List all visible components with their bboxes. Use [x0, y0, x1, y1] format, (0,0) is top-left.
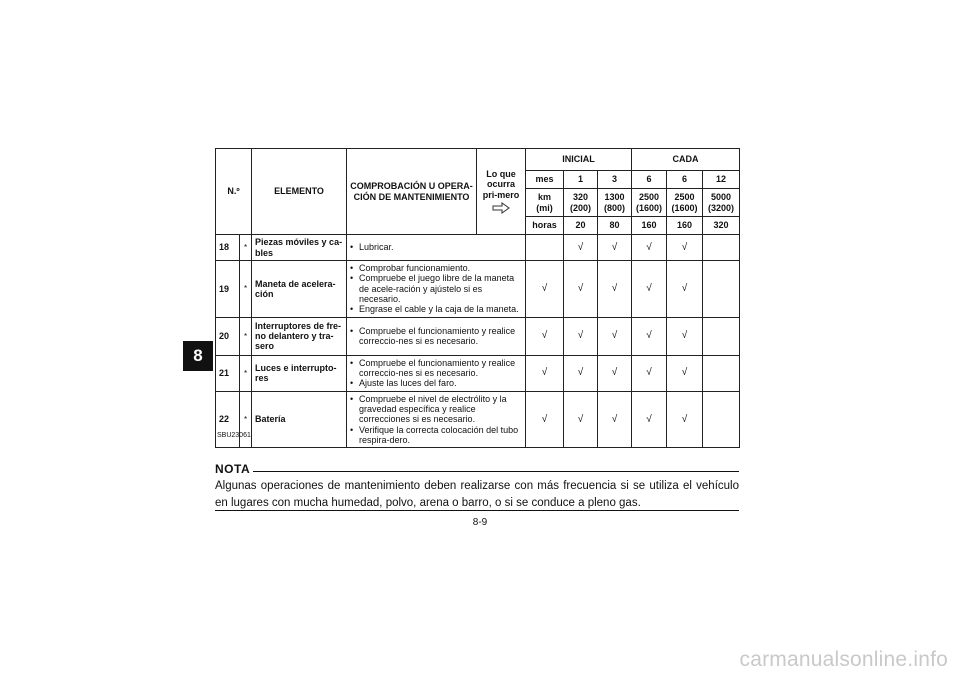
interval-check: √	[564, 355, 598, 391]
row-actions	[347, 391, 526, 448]
row-number: 22	[216, 391, 240, 448]
row-element: Maneta de acelera-ción	[252, 261, 347, 318]
header-initial: INICIAL	[526, 149, 632, 171]
interval-check: √	[526, 317, 564, 355]
row-element: Piezas móviles y ca-bles	[252, 235, 347, 261]
interval-check: √	[632, 261, 667, 318]
row-actions	[347, 317, 526, 355]
nota-label: NOTA	[215, 462, 251, 476]
table-row	[216, 355, 740, 391]
unit-km: km (mi)	[526, 189, 564, 217]
mes-value: 12	[703, 171, 740, 189]
section-tab: 8	[183, 341, 213, 371]
interval-check: √	[667, 261, 703, 318]
horas-value: 160	[632, 217, 667, 235]
row-element: Interruptores de fre-no delantero y tra-sero	[252, 317, 347, 355]
interval-check: √	[526, 391, 564, 448]
dealer-asterisk: *	[240, 355, 252, 391]
interval-check: √	[667, 355, 703, 391]
interval-check: √	[632, 355, 667, 391]
reference-code: SBU23061	[217, 432, 251, 439]
action-item: • Compruebe el funcionamiento y realice correccio-nes si es necesario.	[350, 326, 522, 347]
action-item: • Compruebe el funcionamiento y realice correccio-nes si es necesario.	[350, 358, 522, 379]
page-number: 8-9	[472, 517, 488, 528]
interval-check: √	[667, 317, 703, 355]
interval-check: √	[632, 391, 667, 448]
km-value: 5000 (3200)	[703, 189, 740, 217]
nota-text: Algunas operaciones de mantenimiento deben realizarse con más frecuencia si se utiliza el vehículo en lugares con mucha humedad, polvo, arena o barro, o si se conduce a pleno gas.	[215, 480, 739, 509]
header-first	[477, 149, 526, 235]
row-number: 18	[216, 235, 240, 261]
row-number: 19	[216, 261, 240, 318]
mes-value: 6	[667, 171, 703, 189]
header-num: N.º	[216, 149, 252, 235]
unit-horas: horas	[526, 217, 564, 235]
interval-check: √	[632, 317, 667, 355]
mes-value: 6	[632, 171, 667, 189]
unit-mes: mes	[526, 171, 564, 189]
horas-value: 320	[703, 217, 740, 235]
km-value: 1300 (800)	[598, 189, 632, 217]
mes-value: 1	[564, 171, 598, 189]
table-row	[216, 317, 740, 355]
action-item: • Compruebe el nivel de electrólito y la gravedad específica y realice correcciones si es necesario.	[350, 394, 522, 425]
row-actions	[347, 355, 526, 391]
header-element: ELEMENTO	[252, 149, 347, 235]
interval-check: √	[564, 391, 598, 448]
header-check: COMPROBACIÓN U OPERA-CIÓN DE MANTENIMIENTO	[347, 149, 477, 235]
interval-check: √	[667, 391, 703, 448]
row-number: 20	[216, 317, 240, 355]
right-arrow-outline-icon	[492, 202, 510, 214]
dealer-asterisk: *	[240, 317, 252, 355]
action-item: • Ajuste las luces del faro.	[350, 378, 522, 388]
interval-check: √	[526, 355, 564, 391]
horas-value: 160	[667, 217, 703, 235]
interval-check: √	[632, 235, 667, 261]
km-value: 2500 (1600)	[632, 189, 667, 217]
dealer-asterisk: *	[240, 391, 252, 448]
interval-check: √	[598, 261, 632, 318]
horas-value: 20	[564, 217, 598, 235]
action-item: • Engrase el cable y la caja de la maneta.	[350, 304, 522, 314]
interval-check: √	[598, 391, 632, 448]
interval-check: √	[667, 235, 703, 261]
interval-check: √	[526, 261, 564, 318]
row-number: 21	[216, 355, 240, 391]
km-value: 320 (200)	[564, 189, 598, 217]
dealer-asterisk: *	[240, 235, 252, 261]
nota-divider	[253, 471, 739, 472]
action-item: • Lubricar.	[350, 242, 522, 252]
action-item: • Compruebe el juego libre de la maneta de acele-ración y ajústelo si es necesario.	[350, 273, 522, 304]
row-actions	[347, 235, 526, 261]
table-row	[216, 235, 740, 261]
header-first-label: Lo que ocurra pri-mero	[482, 168, 520, 200]
interval-check: √	[598, 235, 632, 261]
interval-check: √	[564, 235, 598, 261]
horas-value: 80	[598, 217, 632, 235]
row-element: Batería	[252, 391, 347, 448]
table-row	[216, 391, 740, 448]
row-actions	[347, 261, 526, 318]
interval-check: √	[598, 355, 632, 391]
action-item: • Verifique la correcta colocación del tubo respira-dero.	[350, 425, 522, 446]
interval-check: √	[564, 261, 598, 318]
interval-check: √	[598, 317, 632, 355]
table-row	[216, 261, 740, 318]
dealer-asterisk: *	[240, 261, 252, 318]
row-element: Luces e interrupto-res	[252, 355, 347, 391]
watermark: carmanualsonline.info	[739, 648, 948, 671]
interval-check: √	[564, 317, 598, 355]
km-value: 2500 (1600)	[667, 189, 703, 217]
mes-value: 3	[598, 171, 632, 189]
action-item: • Comprobar funcionamiento.	[350, 263, 522, 273]
bottom-divider	[215, 510, 739, 511]
header-every: CADA	[632, 149, 740, 171]
interval-check	[526, 235, 564, 261]
maintenance-table	[215, 148, 740, 448]
